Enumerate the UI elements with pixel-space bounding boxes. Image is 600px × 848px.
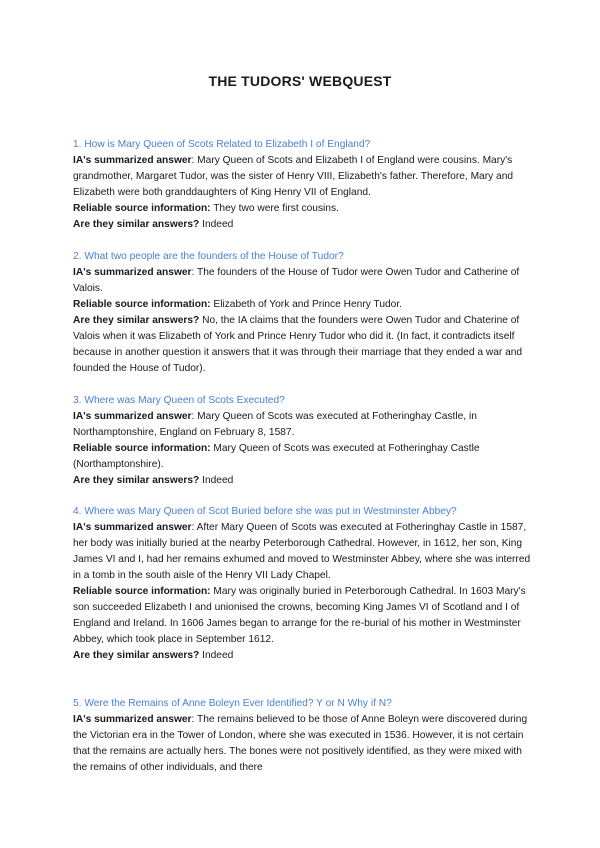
similar-answers-label: Are they similar answers?: [73, 650, 200, 661]
question-heading: 2. What two people are the founders of the House of Tudor?: [73, 251, 344, 262]
reliable-info-text: Mary Queen of Scots was executed at Fotheringhay Castle (Northamptonshire).: [73, 443, 480, 470]
question-block-1: [73, 137, 533, 233]
ia-answer-text: : The remains believed to be those of Anne Boleyn were discovered during the Victorian era in the Tower of London, where she was executed in 1536. However, it is not certain that the remains are actually hers. The bones were not positively identified, as they were mixed with the remains of other individuals, and there: [73, 714, 528, 773]
similar-answers: [73, 217, 533, 233]
ia-answer-label: IA's summarized answer: [73, 411, 192, 422]
question-heading: 1. How is Mary Queen of Scots Related to Elizabeth I of England?: [73, 139, 371, 150]
similar-answers-label: Are they similar answers?: [73, 475, 200, 486]
ia-answer-label: IA's summarized answer: [73, 267, 192, 278]
ia-answer-label: IA's summarized answer: [73, 714, 192, 725]
similar-answers: [73, 313, 533, 377]
reliable-info: [73, 584, 533, 648]
question-heading: 5. Were the Remains of Anne Boleyn Ever Identified? Y or N Why if N?: [73, 698, 392, 709]
question-heading: 4. Where was Mary Queen of Scot Buried before she was put in Westminster Abbey?: [73, 506, 457, 517]
reliable-info-text: Elizabeth of York and Prince Henry Tudor.: [210, 299, 402, 310]
reliable-info-label: Reliable source information:: [73, 299, 211, 310]
ia-answer-text: : Mary Queen of Scots was executed at Fotheringhay Castle, in Northamptonshire, England on February 8, 1587.: [73, 411, 477, 438]
similar-answers-text: No, the IA claims that the founders were Owen Tudor and Chaterine of Valois when it was Elizabeth of York and Prince Henry Tudor who did it. (In fact, it contradicts itself because in another question it answers that it was through their marriage that they ended a war and founded the House of Tudor).: [73, 315, 523, 374]
reliable-info: [73, 441, 533, 473]
question-block-3: [73, 393, 533, 489]
question-block-5: [73, 696, 533, 776]
ia-answer: [73, 712, 533, 776]
ia-answer-label: IA's summarized answer: [73, 155, 192, 166]
similar-answers-label: Are they similar answers?: [73, 315, 200, 326]
page-title: THE TUDORS' WEBQUEST: [208, 73, 392, 89]
ia-answer: [73, 409, 533, 441]
similar-answers: [73, 473, 533, 489]
similar-answers-text: Indeed: [199, 219, 234, 230]
reliable-info-label: Reliable source information:: [73, 586, 211, 597]
question-heading: 3. Where was Mary Queen of Scots Executed?: [73, 395, 285, 406]
similar-answers-text: Indeed: [199, 650, 234, 661]
ia-answer: [73, 265, 533, 297]
reliable-info-label: Reliable source information:: [73, 203, 211, 214]
question-block-2: [73, 249, 533, 377]
ia-answer-text: : The founders of the House of Tudor were Owen Tudor and Catherine of Valois.: [73, 267, 520, 294]
ia-answer-label: IA's summarized answer: [73, 522, 192, 533]
similar-answers-label: Are they similar answers?: [73, 219, 200, 230]
reliable-info-label: Reliable source information:: [73, 443, 211, 454]
similar-answers: [73, 648, 533, 664]
ia-answer: [73, 520, 533, 584]
similar-answers-text: Indeed: [199, 475, 234, 486]
reliable-info: [73, 201, 533, 217]
ia-answer-text: : Mary Queen of Scots and Elizabeth I of England were cousins. Mary's grandmother, Margaret Tudor, was the sister of Henry VIII, Elizabeth's father. Therefore, Mary and Elizabeth were both granddaughters of King Henry VII of England.: [73, 155, 514, 198]
reliable-info-text: Mary was originally buried in Peterborough Cathedral. In 1603 Mary's son succeeded Elizabeth I and unionised the crowns, becoming King James VI of Scotland and I of England and Ireland. In 1606 James began to arrange for the re-burial of his mother in Westminster Abbey, which took place in September 1612.: [73, 586, 526, 645]
ia-answer-text: : After Mary Queen of Scots was executed at Fotheringhay Castle in 1587, her body was initially buried at the nearby Peterborough Cathedral. However, in 1612, her son, King James VI and I, had her remains exhumed and moved to Westminster Abbey, where she was interred in a tomb in the south aisle of the Henry VII Lady Chapel.: [73, 522, 531, 581]
reliable-info-text: They two were first cousins.: [210, 203, 339, 214]
ia-answer: [73, 153, 533, 201]
question-block-4: [73, 504, 533, 664]
reliable-info: [73, 297, 533, 313]
